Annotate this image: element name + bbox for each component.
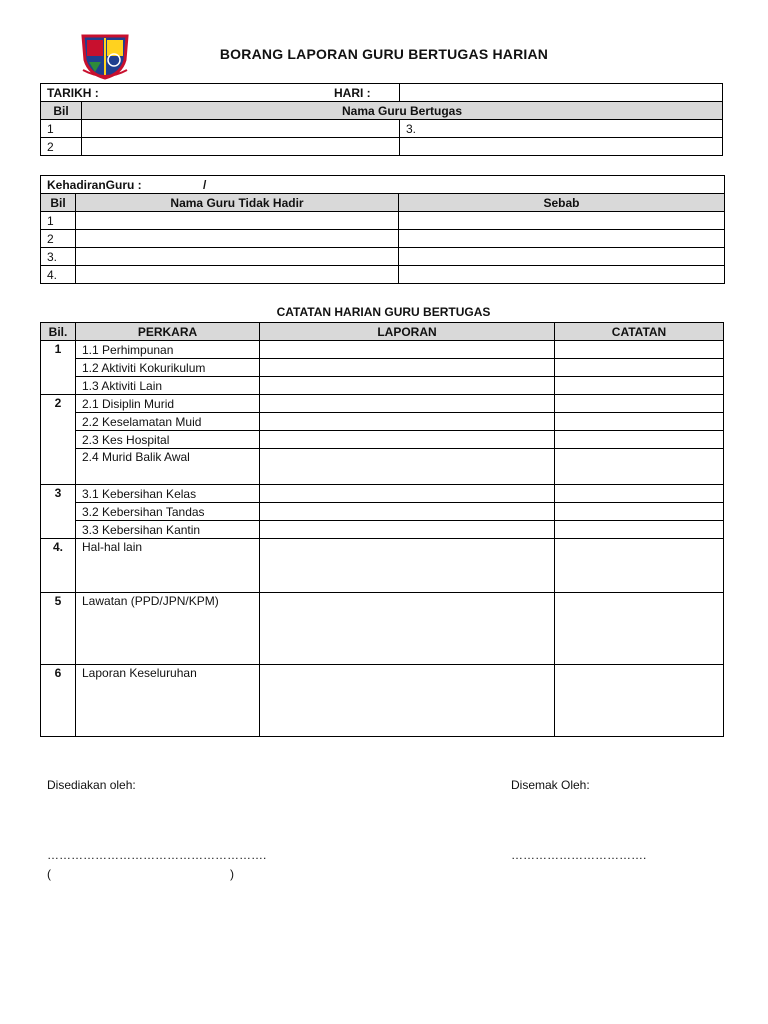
catatan-cell[interactable]	[555, 539, 724, 593]
name-paren-close: )	[230, 867, 234, 881]
col-laporan: LAPORAN	[260, 323, 555, 341]
laporan-cell[interactable]	[260, 539, 555, 593]
laporan-cell[interactable]	[260, 341, 555, 359]
laporan-cell[interactable]	[260, 485, 555, 503]
tarikh-label: TARIKH :	[47, 85, 99, 100]
prepared-by-label: Disediakan oleh:	[47, 778, 136, 792]
table-row	[41, 359, 724, 377]
table-row	[41, 120, 723, 138]
laporan-cell[interactable]	[260, 431, 555, 449]
table-row	[41, 485, 724, 503]
laporan-cell[interactable]	[260, 359, 555, 377]
table-row	[41, 593, 724, 665]
perkara-item: Hal-hal lain	[76, 539, 260, 593]
table-row	[41, 521, 724, 539]
table-row	[41, 665, 724, 737]
table-row	[41, 503, 724, 521]
absent-name-cell[interactable]	[76, 230, 399, 248]
table-row	[41, 395, 724, 413]
reason-cell[interactable]	[399, 212, 725, 230]
perkara-item: Laporan Keseluruhan	[76, 665, 260, 737]
teacher-name-cell[interactable]	[82, 138, 400, 156]
table-row	[41, 341, 724, 359]
perkara-item: 2.2 Keselamatan Muid	[76, 413, 260, 431]
table-row	[41, 431, 724, 449]
group-bil: 2	[41, 395, 76, 485]
group-bil: 1	[41, 341, 76, 395]
row-bil: 2	[41, 230, 76, 248]
col-bil: Bil.	[41, 323, 76, 341]
catatan-section-title: CATATAN HARIAN GURU BERTUGAS	[276, 305, 491, 319]
perkara-item: Lawatan (PPD/JPN/KPM)	[76, 593, 260, 665]
catatan-cell[interactable]	[555, 593, 724, 665]
col-nama-guru-tidak-hadir: Nama Guru Tidak Hadir	[76, 194, 399, 212]
catatan-cell[interactable]	[555, 449, 724, 485]
absent-name-cell[interactable]	[76, 266, 399, 284]
col-nama-guru-bertugas: Nama Guru Bertugas	[82, 102, 723, 120]
table-row	[41, 138, 723, 156]
laporan-cell[interactable]	[260, 521, 555, 539]
perkara-item: 3.2 Kebersihan Tandas	[76, 503, 260, 521]
daily-notes-table	[40, 322, 724, 737]
perkara-item: 3.3 Kebersihan Kantin	[76, 521, 260, 539]
teacher-name-cell[interactable]	[82, 120, 400, 138]
kehadiran-label: KehadiranGuru :	[47, 177, 142, 192]
table-row	[41, 377, 724, 395]
laporan-cell[interactable]	[260, 395, 555, 413]
catatan-cell[interactable]	[555, 359, 724, 377]
teacher-name-cell-3[interactable]: 3.	[400, 120, 723, 138]
laporan-cell[interactable]	[260, 665, 555, 737]
catatan-cell[interactable]	[555, 377, 724, 395]
checked-signature-line[interactable]: …………………………….	[511, 848, 647, 862]
checked-by-label: Disemak Oleh:	[511, 778, 590, 792]
duty-teacher-table	[40, 83, 723, 156]
laporan-cell[interactable]	[260, 413, 555, 431]
kehadiran-field[interactable]	[41, 176, 725, 194]
col-catatan: CATATAN	[555, 323, 724, 341]
catatan-cell[interactable]	[555, 665, 724, 737]
hari-field[interactable]	[334, 84, 723, 102]
perkara-item: 2.1 Disiplin Murid	[76, 395, 260, 413]
col-bil: Bil	[41, 102, 82, 120]
catatan-cell[interactable]	[555, 431, 724, 449]
table-row	[41, 248, 725, 266]
perkara-item: 2.4 Murid Balik Awal	[76, 449, 260, 485]
absent-name-cell[interactable]	[76, 248, 399, 266]
table-row	[41, 413, 724, 431]
perkara-item: 1.3 Aktiviti Lain	[76, 377, 260, 395]
group-bil: 3	[41, 485, 76, 539]
teacher-name-cell[interactable]	[400, 138, 723, 156]
group-bil: 5	[41, 593, 76, 665]
perkara-item: 2.3 Kes Hospital	[76, 431, 260, 449]
catatan-cell[interactable]	[555, 395, 724, 413]
reason-cell[interactable]	[399, 248, 725, 266]
table-row	[41, 449, 724, 485]
row-bil: 3.	[41, 248, 76, 266]
perkara-item: 1.1 Perhimpunan	[76, 341, 260, 359]
catatan-cell[interactable]	[555, 503, 724, 521]
laporan-cell[interactable]	[260, 449, 555, 485]
laporan-cell[interactable]	[260, 377, 555, 395]
col-bil: Bil	[41, 194, 76, 212]
perkara-item: 1.2 Aktiviti Kokurikulum	[76, 359, 260, 377]
catatan-cell[interactable]	[555, 485, 724, 503]
form-title: BORANG LAPORAN GURU BERTUGAS HARIAN	[219, 46, 549, 62]
table-row	[41, 230, 725, 248]
absent-name-cell[interactable]	[76, 212, 399, 230]
group-bil: 6	[41, 665, 76, 737]
table-row	[41, 539, 724, 593]
row-bil: 1	[41, 212, 76, 230]
catatan-cell[interactable]	[555, 413, 724, 431]
reason-cell[interactable]	[399, 230, 725, 248]
perkara-item: 3.1 Kebersihan Kelas	[76, 485, 260, 503]
group-bil: 4.	[41, 539, 76, 593]
table-row	[41, 212, 725, 230]
col-sebab: Sebab	[399, 194, 725, 212]
hari-label: HARI :	[334, 85, 371, 100]
laporan-cell[interactable]	[260, 503, 555, 521]
col-perkara: PERKARA	[76, 323, 260, 341]
table-row	[41, 266, 725, 284]
prepared-signature-line[interactable]: ……………………………………………….	[47, 848, 267, 862]
row-bil: 1	[41, 120, 82, 138]
name-paren-open: (	[47, 867, 51, 881]
laporan-cell[interactable]	[260, 593, 555, 665]
reason-cell[interactable]	[399, 266, 725, 284]
catatan-cell[interactable]	[555, 341, 724, 359]
row-bil: 2	[41, 138, 82, 156]
kehadiran-slash: /	[203, 177, 207, 192]
attendance-table	[40, 175, 725, 284]
catatan-cell[interactable]	[555, 521, 724, 539]
row-bil: 4.	[41, 266, 76, 284]
